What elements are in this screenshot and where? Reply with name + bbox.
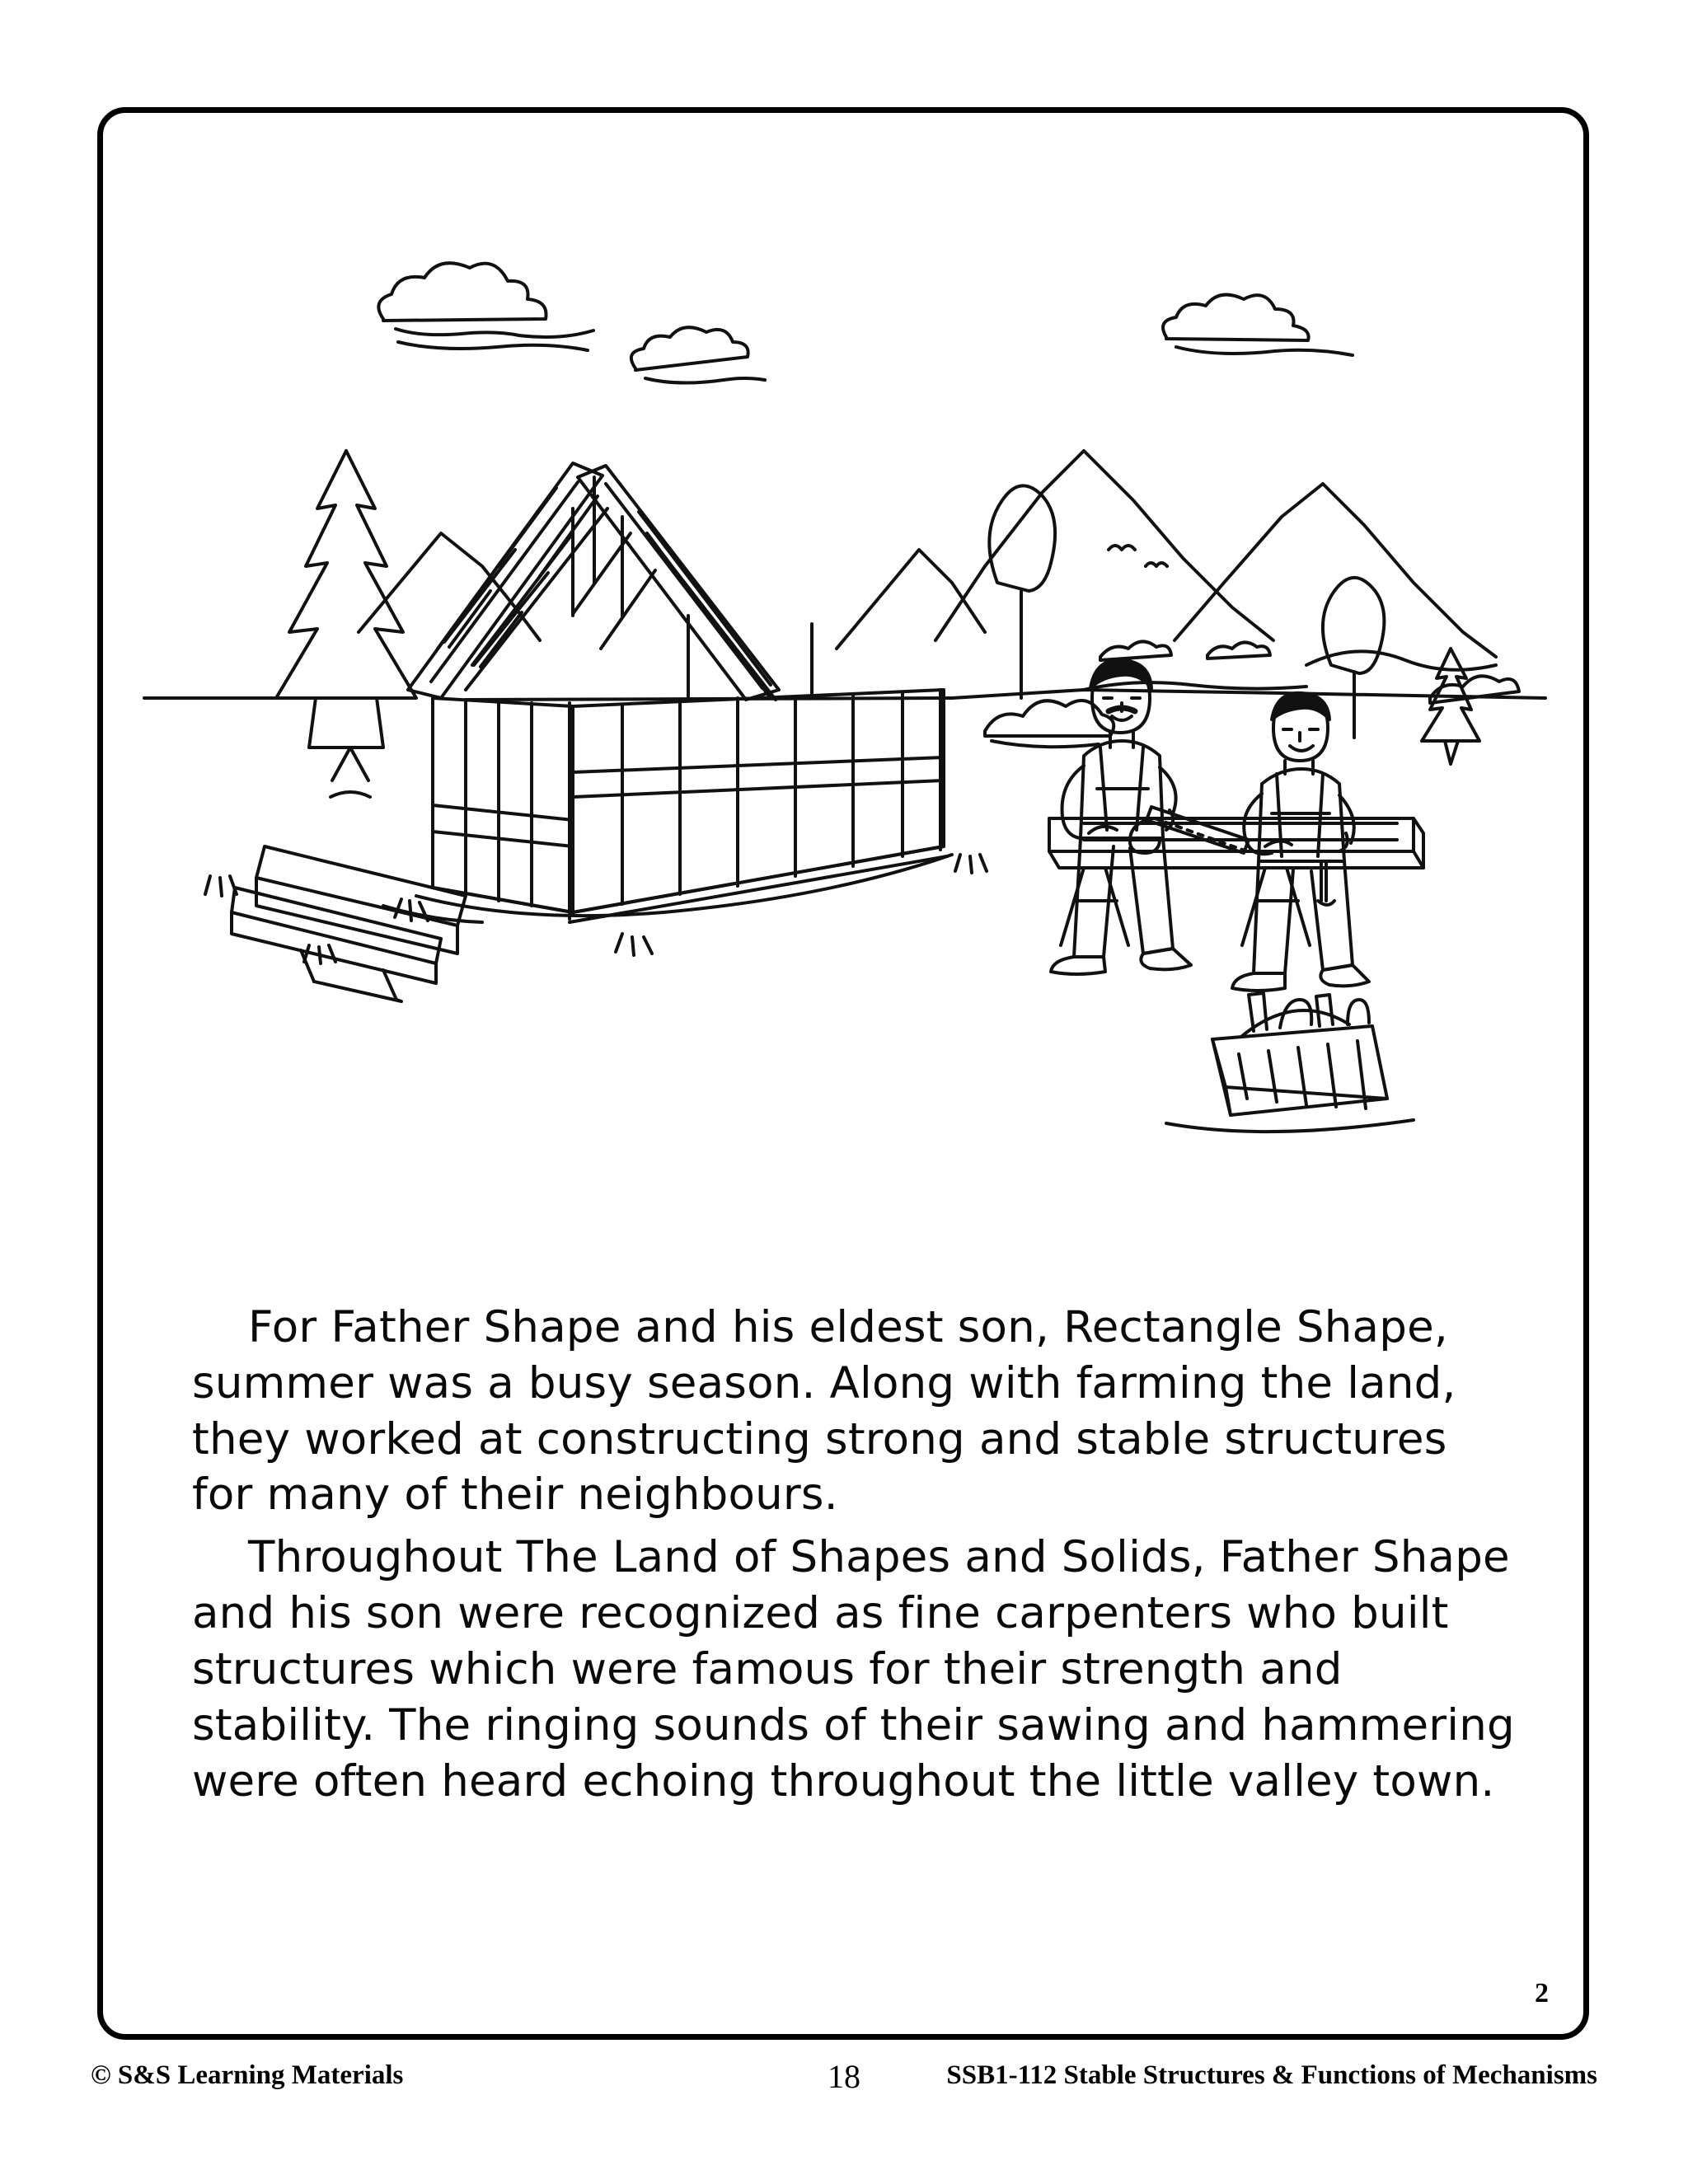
story-text [192,1300,1519,1809]
footer-page-number: 18 [828,2058,860,2095]
page-footer [0,2060,1688,2118]
cloud-icon [378,263,593,350]
inner-page-number: 2 [1535,1978,1549,2008]
content-frame [97,107,1589,2040]
tree-icon [1323,578,1384,738]
carpenter-figure [1232,693,1369,991]
story-paragraph-2: Throughout The Land of Shapes and Solids, Father Shape and his son were recognized as fine carpenters who built structures which were famous for their strength and stability. The ringing sounds of their sawing and hammering were often heard echoing throughout the little valley town. [192,1532,1515,1807]
pine-tree-icon [276,451,416,797]
cloud-icon [1163,295,1353,355]
carpentry-scene-illustration [111,121,1578,1258]
footer-source: SSB1-112 Stable Structures & Functions of Mechanisms [946,2060,1597,2090]
cloud-icon [631,327,765,382]
footer-copyright: © S&S Learning Materials [91,2060,404,2090]
story-paragraph-1: For Father Shape and his eldest son, Rectangle Shape, summer was a busy season. Along with farming the land, they worked at constructing strong and stable structures for many of their neighbours. [192,1302,1456,1521]
toolbox-icon [1212,993,1387,1115]
